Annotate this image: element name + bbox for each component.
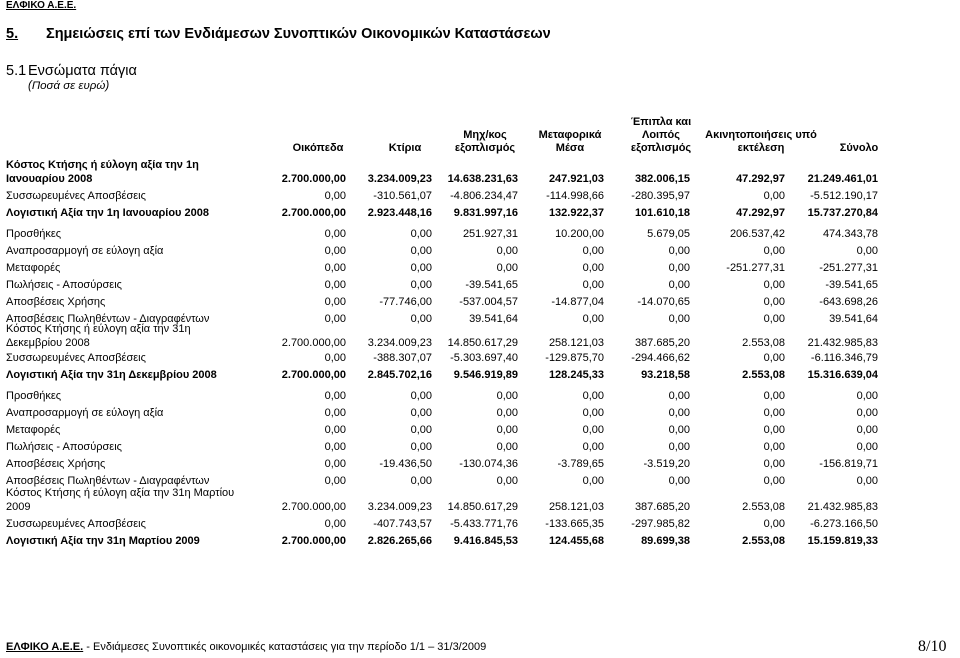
table-cell: 0,00	[582, 424, 604, 436]
units-note: (Ποσά σε ευρώ)	[28, 80, 110, 92]
table-cell: 14.638.231,63	[447, 173, 518, 185]
table-cell: 0,00	[668, 262, 690, 274]
table-cell: 21.249.461,01	[807, 173, 878, 185]
column-header: Μεταφορικά Μέσα	[538, 129, 602, 154]
table-cell: -537.004,57	[459, 296, 518, 308]
table-cell: 0,00	[582, 441, 604, 453]
table-cell: 0,00	[856, 390, 878, 402]
table-cell: -6.273.166,50	[810, 518, 878, 530]
column-header: Κτίρια	[388, 142, 422, 154]
section-5-title: Σημειώσεις επί των Ενδιάμεσων Συνοπτικών Οικονομικών Καταστάσεων	[46, 26, 551, 42]
table-cell: 0,00	[856, 407, 878, 419]
table-cell: -4.806.234,47	[450, 190, 518, 202]
table-cell: -251.277,31	[819, 262, 878, 274]
table-cell: 14.850.617,29	[447, 337, 518, 349]
table-cell: 0,00	[496, 475, 518, 487]
table-cell: 0,00	[668, 424, 690, 436]
table-cell: 0,00	[763, 518, 785, 530]
row-label: Αποσβέσεις Χρήσης	[6, 458, 106, 470]
table-cell: 47.292,97	[736, 173, 785, 185]
company-header: ΕΛΦΙΚΟ Α.Ε.Ε.	[6, 0, 77, 11]
section-5-number: 5.	[6, 26, 19, 42]
table-cell: 0,00	[763, 441, 785, 453]
table-cell: 0,00	[582, 475, 604, 487]
table-cell: 247.921,03	[548, 173, 604, 185]
table-cell: 0,00	[324, 228, 346, 240]
row-label: Λογιστική Αξία την 1η Ιανουαρίου 2008	[6, 207, 209, 219]
table-cell: 0,00	[668, 279, 690, 291]
table-cell: 0,00	[763, 296, 785, 308]
table-cell: -39.541,65	[465, 279, 518, 291]
table-cell: 387.685,20	[634, 501, 690, 513]
table-cell: 0,00	[410, 424, 432, 436]
row-label: Αποσβέσεις Χρήσης	[6, 296, 106, 308]
table-cell: -39.541,65	[825, 279, 878, 291]
row-label: Κόστος Κτήσης ή εύλογη αξία την 31η Δεκεμβρίου 2008	[6, 323, 191, 349]
section-5-1-title: Ενσώματα πάγια	[28, 63, 137, 79]
table-cell: 258.121,03	[548, 501, 604, 513]
table-cell: -19.436,50	[379, 458, 432, 470]
table-cell: 0,00	[324, 279, 346, 291]
table-cell: 2.826.265,66	[367, 535, 432, 547]
table-cell: 0,00	[856, 475, 878, 487]
table-cell: 206.537,42	[729, 228, 785, 240]
table-cell: 93.218,58	[641, 369, 690, 381]
row-label: Κόστος Κτήσης ή εύλογη αξία την 31η Μαρτίου 2009	[6, 487, 235, 513]
footer-text: - Ενδιάμεσες Συνοπτικές οικονομικές καταστάσεις για την περίοδο 1/1 – 31/3/2009	[86, 641, 487, 653]
table-cell: 0,00	[496, 390, 518, 402]
row-label: Αποσβέσεις Πωληθέντων - Διαγραφέντων	[6, 475, 210, 487]
row-label: Προσθήκες	[6, 390, 62, 402]
table-cell: 0,00	[582, 262, 604, 274]
table-cell: 0,00	[763, 245, 785, 257]
table-cell: 2.553,08	[742, 369, 785, 381]
table-cell: 0,00	[324, 313, 346, 325]
row-label: Προσθήκες	[6, 228, 62, 240]
table-cell: 0,00	[324, 458, 346, 470]
table-cell: -280.395,97	[631, 190, 690, 202]
column-header: Σύνολο	[839, 142, 879, 154]
table-cell: 2.553,08	[742, 535, 785, 547]
row-label: Συσσωρευμένες Αποσβέσεις	[6, 190, 146, 202]
column-header: Έπιπλα και Λοιπός εξοπλισμός	[630, 116, 692, 154]
table-cell: -643.698,26	[819, 296, 878, 308]
row-label: Πωλήσεις - Αποσύρσεις	[6, 441, 122, 453]
table-cell: 251.927,31	[462, 228, 518, 240]
row-label: Αποσβέσεις Πωληθέντων - Διαγραφέντων	[6, 313, 210, 325]
table-cell: 0,00	[668, 407, 690, 419]
table-cell: 124.455,68	[548, 535, 604, 547]
table-cell: 3.234.009,23	[367, 501, 432, 513]
table-cell: -251.277,31	[726, 262, 785, 274]
table-cell: 0,00	[582, 313, 604, 325]
table-cell: 0,00	[763, 458, 785, 470]
table-cell: -6.116.346,79	[810, 352, 878, 364]
table-cell: 2.700.000,00	[281, 369, 346, 381]
table-cell: 2.700.000,00	[281, 501, 346, 513]
table-cell: -3.519,20	[643, 458, 690, 470]
table-cell: -77.746,00	[379, 296, 432, 308]
table-cell: 0,00	[410, 475, 432, 487]
table-cell: 5.679,05	[647, 228, 690, 240]
table-cell: 0,00	[668, 245, 690, 257]
table-cell: 0,00	[582, 279, 604, 291]
row-label: Μεταφορές	[6, 262, 61, 274]
table-cell: 2.553,08	[742, 337, 785, 349]
table-cell: 0,00	[410, 313, 432, 325]
table-cell: -3.789,65	[557, 458, 604, 470]
table-cell: -114.998,66	[546, 190, 604, 202]
row-label: Λογιστική Αξία την 31η Μαρτίου 2009	[6, 535, 200, 547]
table-cell: 0,00	[856, 424, 878, 436]
table-cell: 0,00	[496, 441, 518, 453]
table-cell: 0,00	[410, 390, 432, 402]
table-cell: 0,00	[324, 352, 346, 364]
table-cell: 101.610,18	[634, 207, 690, 219]
table-cell: 0,00	[410, 441, 432, 453]
table-cell: 39.541,64	[829, 313, 878, 325]
table-cell: -297.985,82	[631, 518, 690, 530]
page-number: 8/10	[918, 638, 947, 655]
table-cell: 0,00	[324, 245, 346, 257]
table-cell: 258.121,03	[548, 337, 604, 349]
table-cell: 0,00	[668, 390, 690, 402]
table-cell: 2.700.000,00	[281, 337, 346, 349]
table-cell: -407.743,57	[373, 518, 432, 530]
table-cell: 14.850.617,29	[447, 501, 518, 513]
section-5-heading	[6, 26, 551, 42]
table-cell: 0,00	[856, 441, 878, 453]
table-cell: 3.234.009,23	[367, 337, 432, 349]
table-cell: 2.845.702,16	[367, 369, 432, 381]
table-cell: 3.234.009,23	[367, 173, 432, 185]
row-label: Αναπροσαρμογή σε εύλογη αξία	[6, 245, 164, 257]
table-cell: 0,00	[582, 245, 604, 257]
table-cell: 0,00	[763, 407, 785, 419]
row-label: Κόστος Κτήσης ή εύλογη αξία την 1η Ιανουαρίου 2008	[6, 159, 199, 185]
table-cell: 0,00	[410, 279, 432, 291]
column-header: Μηχ/κος εξοπλισμός	[454, 129, 516, 154]
table-cell: 0,00	[668, 441, 690, 453]
table-cell: 0,00	[324, 475, 346, 487]
table-cell: 0,00	[763, 190, 785, 202]
table-cell: 474.343,78	[822, 228, 878, 240]
table-cell: 0,00	[324, 518, 346, 530]
table-cell: 0,00	[582, 407, 604, 419]
table-cell: 0,00	[324, 190, 346, 202]
table-cell: 21.432.985,83	[807, 501, 878, 513]
table-cell: 0,00	[410, 228, 432, 240]
table-cell: -156.819,71	[819, 458, 878, 470]
table-cell: -310.561,07	[373, 190, 432, 202]
table-cell: 2.700.000,00	[281, 173, 346, 185]
table-cell: 2.923.448,16	[367, 207, 432, 219]
table-cell: -5.303.697,40	[450, 352, 518, 364]
table-cell: 9.831.997,16	[453, 207, 518, 219]
table-cell: 0,00	[763, 352, 785, 364]
table-cell: 0,00	[496, 245, 518, 257]
table-cell: 0,00	[668, 475, 690, 487]
table-cell: 89.699,38	[641, 535, 690, 547]
table-cell: 132.922,37	[548, 207, 604, 219]
table-cell: 0,00	[410, 407, 432, 419]
column-header: Ακινητοποιήσεις υπό εκτέλεση	[705, 129, 817, 154]
table-cell: 0,00	[496, 262, 518, 274]
table-cell: 15.316.639,04	[807, 369, 878, 381]
table-cell: 0,00	[668, 313, 690, 325]
table-cell: -14.877,04	[551, 296, 604, 308]
table-cell: 0,00	[410, 245, 432, 257]
table-cell: 0,00	[763, 390, 785, 402]
table-cell: 0,00	[324, 390, 346, 402]
section-5-1-number: 5.1	[6, 63, 27, 79]
footer-company: ΕΛΦΙΚΟ Α.Ε.Ε.	[6, 641, 84, 653]
row-label: Μεταφορές	[6, 424, 61, 436]
table-cell: 10.200,00	[555, 228, 604, 240]
row-label: Λογιστική Αξία την 31η Δεκεμβρίου 2008	[6, 369, 217, 381]
table-cell: 0,00	[496, 424, 518, 436]
table-cell: -5.433.771,76	[450, 518, 518, 530]
column-header: Οικόπεδα	[292, 142, 344, 154]
table-cell: 128.245,33	[548, 369, 604, 381]
table-cell: 0,00	[763, 313, 785, 325]
table-cell: 0,00	[763, 475, 785, 487]
table-cell: 2.553,08	[742, 501, 785, 513]
table-cell: 0,00	[763, 279, 785, 291]
table-cell: -130.074,36	[459, 458, 518, 470]
table-cell: -129.875,70	[545, 352, 604, 364]
table-cell: 0,00	[582, 390, 604, 402]
table-cell: 0,00	[324, 296, 346, 308]
row-label: Συσσωρευμένες Αποσβέσεις	[6, 352, 146, 364]
table-cell: -14.070,65	[637, 296, 690, 308]
table-cell: 0,00	[496, 407, 518, 419]
table-cell: -5.512.190,17	[810, 190, 878, 202]
table-cell: -133.665,35	[545, 518, 604, 530]
table-cell: 0,00	[324, 441, 346, 453]
table-cell: 387.685,20	[634, 337, 690, 349]
row-label: Συσσωρευμένες Αποσβέσεις	[6, 518, 146, 530]
footer	[6, 641, 486, 653]
table-cell: 382.006,15	[634, 173, 690, 185]
table-cell: 0,00	[324, 262, 346, 274]
table-cell: 2.700.000,00	[281, 535, 346, 547]
table-cell: 0,00	[410, 262, 432, 274]
table-cell: 9.546.919,89	[453, 369, 518, 381]
table-cell: 39.541,64	[469, 313, 518, 325]
table-cell: -294.466,62	[631, 352, 690, 364]
table-cell: 15.159.819,33	[807, 535, 878, 547]
row-label: Αναπροσαρμογή σε εύλογη αξία	[6, 407, 164, 419]
table-cell: -388.307,07	[373, 352, 432, 364]
table-cell: 0,00	[324, 424, 346, 436]
table-cell: 2.700.000,00	[281, 207, 346, 219]
table-cell: 15.737.270,84	[807, 207, 878, 219]
table-cell: 0,00	[763, 424, 785, 436]
table-cell: 0,00	[856, 245, 878, 257]
table-cell: 9.416.845,53	[453, 535, 518, 547]
table-cell: 47.292,97	[736, 207, 785, 219]
table-cell: 21.432.985,83	[807, 337, 878, 349]
section-5-1-heading	[6, 63, 137, 79]
table-cell: 0,00	[324, 407, 346, 419]
row-label: Πωλήσεις - Αποσύρσεις	[6, 279, 122, 291]
